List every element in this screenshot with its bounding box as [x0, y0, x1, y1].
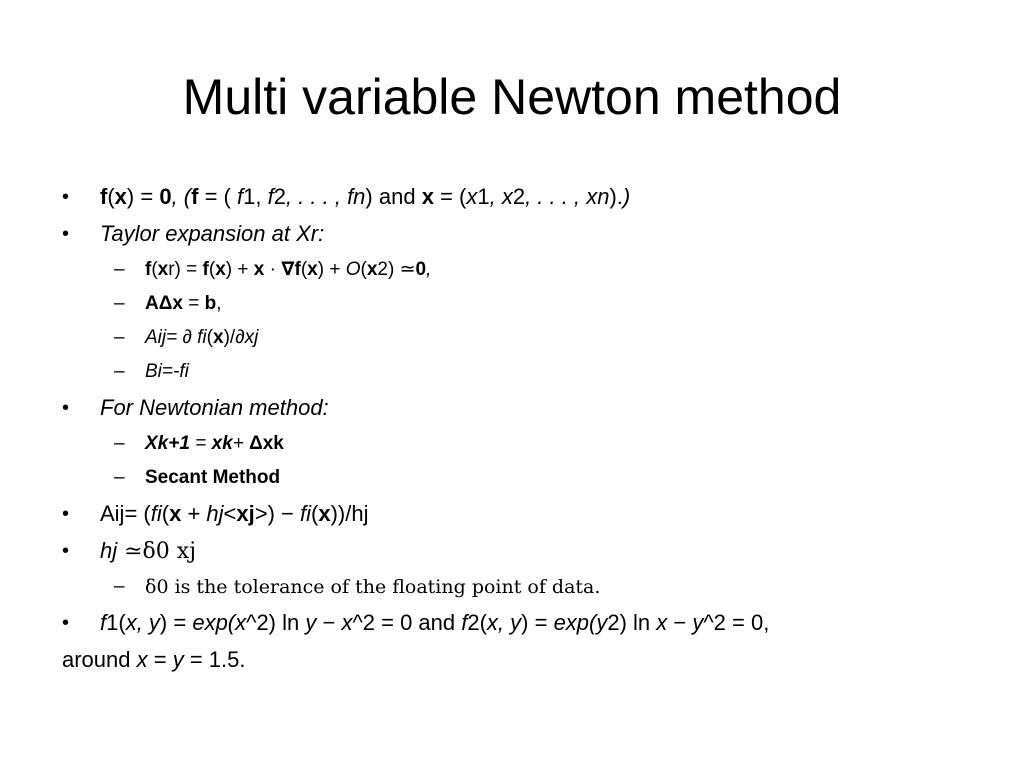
- text-segment: x: [466, 184, 478, 209]
- text-segment: 2: [273, 184, 286, 209]
- text-segment: x: [213, 327, 224, 348]
- bullet-text: [100, 182, 630, 212]
- text-segment: 1: [477, 184, 490, 209]
- bullet-text: [100, 499, 368, 529]
- text-segment: ,: [216, 293, 222, 314]
- text-segment: ·: [264, 259, 282, 280]
- bullet-marker: •: [62, 503, 70, 525]
- text-segment: x: [307, 259, 318, 280]
- bullet-marker: •: [62, 186, 70, 208]
- bullet-text: [100, 219, 324, 249]
- text-segment: x: [169, 501, 182, 526]
- text-segment: = 1.5.: [183, 647, 246, 672]
- text-segment: ) and: [365, 184, 422, 209]
- text-segment: x, y: [486, 610, 522, 635]
- dash-marker: –: [114, 327, 125, 348]
- text-segment: ) =: [159, 610, 193, 635]
- text-segment: y: [172, 647, 184, 672]
- text-segment: ≃δ0 xj: [117, 539, 197, 564]
- text-segment: (: [360, 259, 367, 280]
- dash-marker: –: [114, 467, 125, 488]
- text-segment: x: [253, 259, 265, 280]
- text-segment: ∂xj: [235, 327, 259, 348]
- text-segment: x: [421, 184, 434, 209]
- text-segment: AΔx: [145, 293, 183, 314]
- text-segment: y: [692, 610, 704, 635]
- text-segment: exp(y: [553, 610, 608, 635]
- text-segment: fi: [150, 501, 162, 526]
- text-segment: (: [206, 327, 213, 348]
- text-segment: (: [208, 259, 216, 280]
- text-segment: Aij= (: [100, 501, 151, 526]
- dash-marker: –: [114, 576, 125, 597]
- dash-marker: –: [114, 259, 125, 280]
- text-segment: Xk+1: [145, 433, 190, 454]
- sub-bullet-text: [145, 572, 600, 603]
- text-segment: x: [136, 647, 148, 672]
- sub-bullet-text: [145, 429, 284, 459]
- text-segment: xn: [586, 184, 610, 209]
- text-segment: xj: [236, 501, 255, 526]
- text-segment: ,: [489, 184, 502, 209]
- text-segment: −: [667, 610, 693, 635]
- text-segment: = (: [433, 184, 467, 209]
- text-segment: (: [151, 259, 158, 280]
- text-segment: y: [305, 610, 317, 635]
- bullet-text: [62, 645, 245, 675]
- text-segment: f: [236, 184, 244, 209]
- text-segment: (: [300, 259, 308, 280]
- text-segment: Aij= ∂ fi: [145, 327, 207, 348]
- text-segment: 0: [415, 259, 427, 280]
- bullet-marker: •: [62, 612, 70, 634]
- text-segment: x, y: [125, 610, 160, 635]
- text-segment: f: [100, 184, 108, 209]
- text-segment: x: [656, 610, 668, 635]
- text-segment: b: [204, 293, 217, 314]
- text-segment: ^2 = 0 and: [352, 610, 462, 635]
- bullet-text: [100, 536, 196, 567]
- text-segment: For Newtonian method:: [100, 395, 329, 420]
- text-segment: , (: [171, 184, 192, 209]
- text-segment: r) =: [168, 259, 203, 280]
- text-segment: ).: [609, 184, 623, 209]
- text-segment: x: [341, 610, 353, 635]
- text-segment: =: [189, 433, 212, 454]
- text-segment: ,: [426, 259, 432, 280]
- text-segment: f: [267, 184, 274, 209]
- text-segment: +: [232, 433, 250, 454]
- text-segment: x: [366, 259, 378, 280]
- bullet-marker: •: [62, 540, 70, 562]
- text-segment: , . . . ,: [285, 184, 348, 209]
- text-segment: ): [622, 184, 631, 209]
- text-segment: Taylor expansion at Xr:: [100, 221, 325, 246]
- dash-marker: –: [114, 361, 125, 382]
- text-segment: )/: [223, 327, 236, 348]
- text-segment: >: [254, 501, 268, 526]
- text-segment: −: [316, 610, 342, 635]
- text-segment: ) =: [126, 184, 160, 209]
- text-segment: = (: [198, 184, 237, 209]
- text-segment: f: [100, 610, 107, 635]
- text-segment: δ0 is the tolerance of the floating point of data.: [145, 576, 601, 598]
- text-segment: xk: [211, 433, 233, 454]
- text-segment: ^2 = 0,: [703, 610, 770, 635]
- text-segment: fi: [300, 501, 312, 526]
- text-segment: 1,: [243, 184, 268, 209]
- text-segment: =: [147, 647, 173, 672]
- text-segment: hj: [206, 501, 224, 526]
- text-segment: Secant Method: [145, 467, 281, 488]
- text-segment: f: [202, 259, 209, 280]
- text-segment: ) +: [225, 259, 254, 280]
- bullet-marker: •: [62, 223, 70, 245]
- text-segment: Bi=-fi: [145, 361, 189, 382]
- text-segment: f: [191, 184, 199, 209]
- text-segment: =: [182, 293, 205, 314]
- sub-bullet-text: [145, 463, 280, 493]
- sub-bullet-text: [145, 357, 189, 387]
- text-segment: O: [345, 259, 361, 280]
- text-segment: hj: [100, 538, 118, 563]
- text-segment: 2) ln: [607, 610, 657, 635]
- text-segment: 2(: [467, 610, 487, 635]
- text-segment: 0: [159, 184, 172, 209]
- slide-title: Multi variable Newton method: [182, 69, 842, 125]
- text-segment: x: [157, 259, 169, 280]
- text-segment: <: [223, 501, 237, 526]
- text-segment: ∇f: [281, 259, 301, 280]
- sub-bullet-text: [145, 323, 258, 353]
- text-segment: f: [461, 610, 468, 635]
- text-segment: (: [311, 501, 319, 526]
- sub-bullet-text: [145, 255, 431, 285]
- text-segment: Δxk: [249, 433, 284, 454]
- dash-marker: –: [114, 433, 125, 454]
- text-segment: around: [62, 647, 137, 672]
- text-segment: ) =: [521, 610, 554, 635]
- text-segment: fn: [347, 184, 366, 209]
- text-segment: x: [501, 184, 513, 209]
- text-segment: (: [161, 501, 170, 526]
- text-segment: , . . . ,: [525, 184, 587, 209]
- bullet-text: [100, 608, 769, 638]
- text-segment: 1(: [106, 610, 126, 635]
- text-segment: exp(x: [192, 610, 247, 635]
- text-segment: x: [114, 184, 127, 209]
- text-segment: +: [181, 501, 207, 526]
- text-segment: 2) ≃: [377, 259, 416, 280]
- text-segment: 2: [512, 184, 526, 209]
- text-segment: x: [318, 501, 331, 526]
- text-segment: ) +: [317, 259, 346, 280]
- text-segment: (: [107, 184, 115, 209]
- text-segment: ))/hj: [330, 501, 369, 526]
- dash-marker: –: [114, 293, 125, 314]
- bullet-marker: •: [62, 397, 70, 419]
- sub-bullet-text: [145, 289, 222, 319]
- bullet-text: [100, 393, 329, 423]
- text-segment: ) −: [267, 501, 301, 526]
- text-segment: ^2) ln: [246, 610, 306, 635]
- text-segment: x: [215, 259, 226, 280]
- text-segment: f: [145, 259, 152, 280]
